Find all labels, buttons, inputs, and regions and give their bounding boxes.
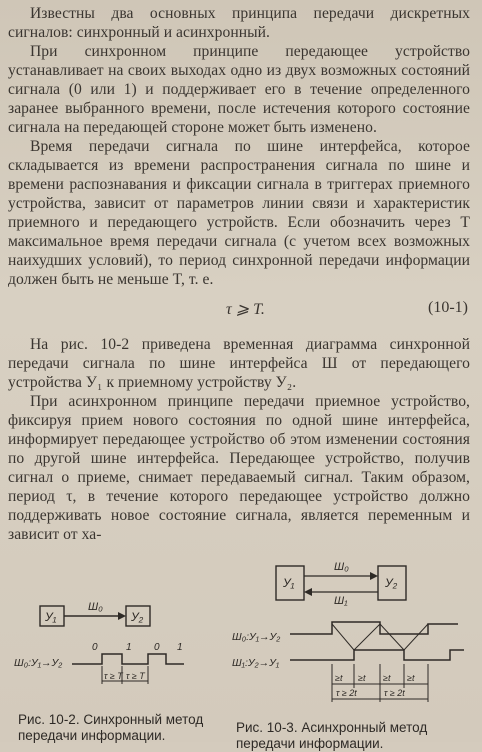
dt-label-1: ≥t bbox=[335, 673, 343, 683]
bit-1-second: 1 bbox=[177, 642, 183, 653]
bus1-arrowhead bbox=[304, 588, 312, 596]
formula-expression: τ ⩾ T. bbox=[226, 301, 265, 318]
figure-10-3-caption: Рис. 10-3. Асинхронный метод передачи информации. bbox=[236, 720, 428, 751]
signal1-waveform bbox=[290, 650, 464, 660]
handshake-arrow-3 bbox=[380, 624, 404, 650]
dt-label-2: ≥t bbox=[358, 673, 366, 683]
signal1-label: Ш₁:У₂→У₁ bbox=[232, 657, 280, 669]
paragraph-4: На рис. 10-2 приведена временная диаграмма синхронной передачи сигнала по шине интерфейса Ш от передающего устройства У₁ к приемному устройству У₂. bbox=[8, 336, 470, 391]
figure-10-2 bbox=[14, 586, 194, 699]
async-diagram bbox=[232, 552, 472, 712]
bus-arrowhead bbox=[118, 612, 126, 620]
handshake-arrow-4 bbox=[404, 624, 428, 650]
dim-label-1: τ ≥ T bbox=[104, 671, 123, 681]
paragraph-5: При асинхронном принципе передачи приемное устройство, фиксируя прием нового состояния по одной шине интерфейса, информирует передающее устройство об этом изменении состояния по другой шине интерфейса. Передающее устройство, получив сигнал о приеме, снимает передаваемый сигнал. Таким образом, период τ, в течение которого передающее устройство должно поддерживать новое состояние сигнала, является переменным и зависит от ха- bbox=[8, 393, 470, 543]
dim-label-2: τ ≥ T bbox=[126, 671, 145, 681]
signal-waveform bbox=[72, 654, 184, 664]
handshake-arrow-1 bbox=[332, 624, 354, 650]
bit-1-first: 1 bbox=[126, 642, 132, 653]
bus-label: Ш₀ bbox=[88, 601, 103, 613]
dtau-label-2: τ ≥ 2t bbox=[384, 688, 405, 698]
dt-label-3: ≥t bbox=[383, 673, 391, 683]
transmitter-label: У₁ bbox=[283, 576, 295, 590]
dt-label-4: ≥t bbox=[407, 673, 415, 683]
bus0-label: Ш₀ bbox=[334, 561, 349, 573]
transmitter-label: У₁ bbox=[45, 610, 57, 624]
bus1-label: Ш₁ bbox=[334, 595, 348, 607]
bit-0-second: 0 bbox=[154, 642, 160, 653]
signal0-label: Ш₀:У₁→У₂ bbox=[232, 631, 281, 643]
paragraph-2: При синхронном принципе передающее устройство устанавливает на своих выходах одно из двух возможных состояний сигнала (0 или 1) и поддерживает его в течение определенного заранее выбранного времени, после истечения которого состояние сигнала на передающей стороне может быть изменено. bbox=[8, 43, 470, 136]
handshake-arrow-2 bbox=[354, 624, 380, 650]
figures-row bbox=[8, 562, 470, 752]
sync-diagram bbox=[14, 586, 194, 694]
receiver-label: У₂ bbox=[385, 576, 398, 590]
signal-label: Ш₀:У₁→У₂ bbox=[14, 657, 63, 669]
formula-number: (10-1) bbox=[428, 299, 468, 316]
paragraph-1: Известны два основных принципа передачи дискретных сигналов: синхронный и асинхронный. bbox=[8, 5, 470, 41]
figure-10-2-caption-text: Рис. 10-2. Синхронный метод передачи информации. bbox=[18, 712, 204, 743]
receiver-label: У₂ bbox=[131, 610, 144, 624]
dtau-label-1: τ ≥ 2t bbox=[336, 688, 357, 698]
paragraph-3: Время передачи сигнала по шине интерфейса, которое складывается из времени распространения сигнала по шине и времени распознавания и фиксации сигнала в триггерах приемного устройства, зависит от параметров линии связи и характеристик приемного и передающего устройств. Если обозначить через T максимальное время передачи сигнала (с учетом всех возможных наихудших условий), то период синхронной передачи информации должен быть не меньше T, т. е. bbox=[8, 138, 470, 288]
signal0-waveform bbox=[290, 622, 458, 634]
bus0-arrowhead bbox=[370, 572, 378, 580]
figure-10-3 bbox=[232, 552, 472, 717]
formula-10-1 bbox=[8, 295, 470, 321]
bit-0-first: 0 bbox=[92, 642, 98, 653]
